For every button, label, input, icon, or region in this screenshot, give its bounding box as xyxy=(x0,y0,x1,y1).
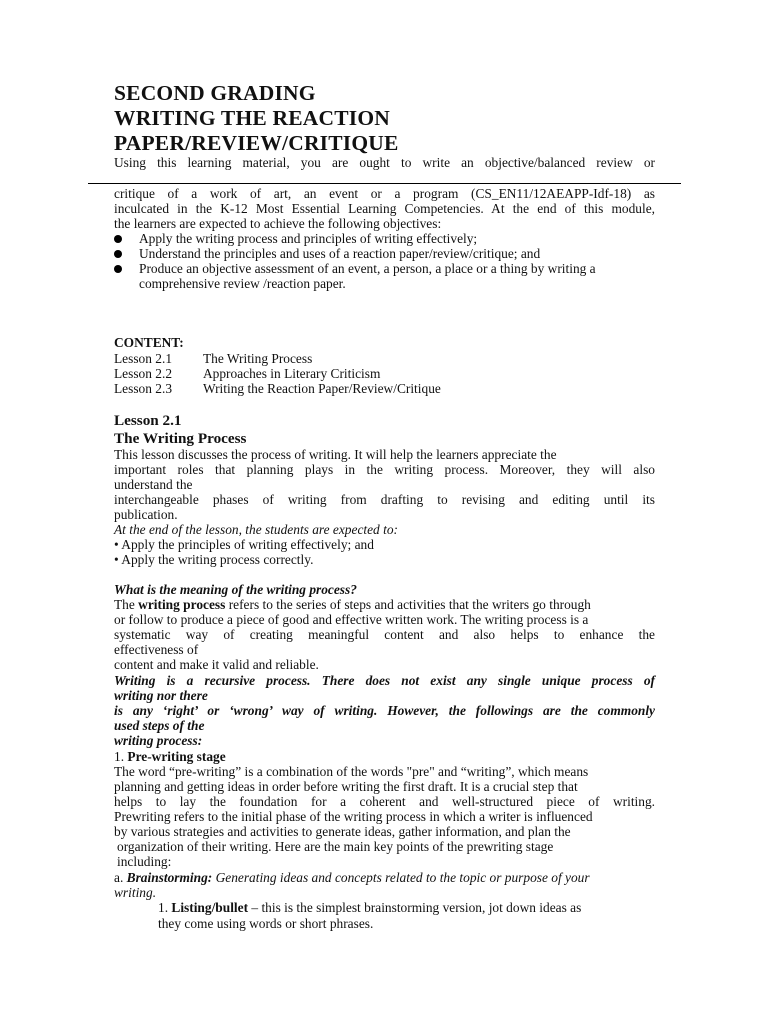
lesson-intro-line-2: important roles that planning plays in the writing process. Moreover, they will also xyxy=(114,462,655,477)
stage-line-7: including: xyxy=(117,854,172,869)
title-line-1: SECOND GRADING xyxy=(114,81,316,105)
objective-2: Understand the principles and uses of a reaction paper/review/critique; and xyxy=(139,246,541,261)
listing-term: Listing/bullet xyxy=(171,900,249,915)
listing-number: 1. xyxy=(158,900,172,915)
bullet-dot xyxy=(114,265,122,273)
intro-line-4: the learners are expected to achieve the following objectives: xyxy=(114,216,442,231)
brainstorming-desc: Generating ideas and concepts related to the topic or purpose of your xyxy=(212,870,590,885)
definition-term: writing process xyxy=(138,597,226,612)
expectation-text: At the end of the lesson, the students are expected to: xyxy=(114,522,398,537)
definition-line-1 xyxy=(114,597,591,612)
bullet-dot xyxy=(114,250,122,258)
recursive-line-3: is any ‘right’ or ‘wrong’ way of writing. However, the followings are the commonly xyxy=(114,703,655,718)
title-line-3: PAPER/REVIEW/CRITIQUE xyxy=(114,131,399,155)
lesson-intro-line-4: interchangeable phases of writing from drafting to revising and editing until its xyxy=(114,492,655,507)
lesson-intro-line-3: understand the xyxy=(114,477,193,492)
lesson-title: The Writing Process xyxy=(114,430,247,447)
definition-prefix: The xyxy=(114,597,139,612)
objective-3-cont: comprehensive review /reaction paper. xyxy=(139,276,346,291)
definition-line-4: effectiveness of xyxy=(114,642,199,657)
lesson-name: The Writing Process xyxy=(203,351,313,366)
objective-3: Produce an objective assessment of an event, a person, a place or a thing by writing a xyxy=(139,261,596,276)
brainstorming-line-2: writing. xyxy=(114,885,157,900)
content-heading: CONTENT: xyxy=(114,335,184,350)
section-question: What is the meaning of the writing process? xyxy=(114,582,357,597)
definition-line-2: or follow to produce a piece of good and effective written work. The writing process is a xyxy=(114,612,589,627)
stage-number: 1. xyxy=(114,749,128,764)
stage-line-4: Prewriting refers to the initial phase of the writing process in which a writer is influenced xyxy=(114,809,593,824)
stage-line-1: The word “pre-writing” is a combination of the words "pre" and “writing”, which means xyxy=(114,764,589,779)
lesson-number: Lesson 2.1 xyxy=(114,351,173,366)
listing-desc: – this is the simplest brainstorming version, jot down ideas as xyxy=(248,900,582,915)
expectation-bullet-2: • Apply the writing process correctly. xyxy=(114,552,314,567)
intro-line-3: inculcated in the K-12 Most Essential Learning Competencies. At the end of this module, xyxy=(114,201,655,216)
lesson-name: Writing the Reaction Paper/Review/Critique xyxy=(203,381,441,396)
listing-line-2: they come using words or short phrases. xyxy=(158,916,374,931)
listing-line-1 xyxy=(158,900,581,915)
brainstorming-term: Brainstorming: xyxy=(126,870,213,885)
stage-line-3: helps to lay the foundation for a coherent and well-structured piece of writing. xyxy=(114,794,655,809)
stage-heading xyxy=(114,749,226,764)
definition-line-5: content and make it valid and reliable. xyxy=(114,657,319,672)
bullet-dot xyxy=(114,235,122,243)
lesson-number: Lesson 2.3 xyxy=(114,381,173,396)
recursive-line-1: Writing is a recursive process. There does not exist any single unique process of xyxy=(114,673,655,688)
brainstorming-line-1 xyxy=(114,870,590,885)
definition-text: refers to the series of steps and activities that the writers go through xyxy=(225,597,591,612)
lesson-intro-line-1: This lesson discusses the process of writing. It will help the learners appreciate the xyxy=(114,447,557,462)
page-break-rule xyxy=(88,183,681,184)
objective-1: Apply the writing process and principles of writing effectively; xyxy=(139,231,478,246)
lesson-name: Approaches in Literary Criticism xyxy=(203,366,381,381)
stage-name: Pre-writing stage xyxy=(127,749,226,764)
intro-line-2: critique of a work of art, an event or a program (CS_EN11/12AEAPP-Idf-18) as xyxy=(114,186,655,201)
lesson-intro-line-5: publication. xyxy=(114,507,178,522)
recursive-line-2: writing nor there xyxy=(114,688,208,703)
recursive-line-4: used steps of the xyxy=(114,718,205,733)
intro-line-1: Using this learning material, you are ought to write an objective/balanced review or xyxy=(114,155,655,170)
lesson-number: Lesson 2.2 xyxy=(114,366,173,381)
stage-line-5: by various strategies and activities to generate ideas, gather information, and plan the xyxy=(114,824,571,839)
stage-line-2: planning and getting ideas in order before writing the first draft. It is a crucial step that xyxy=(114,779,578,794)
lesson-label: Lesson 2.1 xyxy=(114,412,182,429)
title-line-2: WRITING THE REACTION xyxy=(114,106,390,130)
brainstorming-letter: a. xyxy=(114,870,127,885)
definition-line-3: systematic way of creating meaningful content and also helps to enhance the xyxy=(114,627,655,642)
recursive-line-5: writing process: xyxy=(114,733,203,748)
expectation-bullet-1: • Apply the principles of writing effectively; and xyxy=(114,537,374,552)
stage-line-6: organization of their writing. Here are the main key points of the prewriting stage xyxy=(117,839,554,854)
